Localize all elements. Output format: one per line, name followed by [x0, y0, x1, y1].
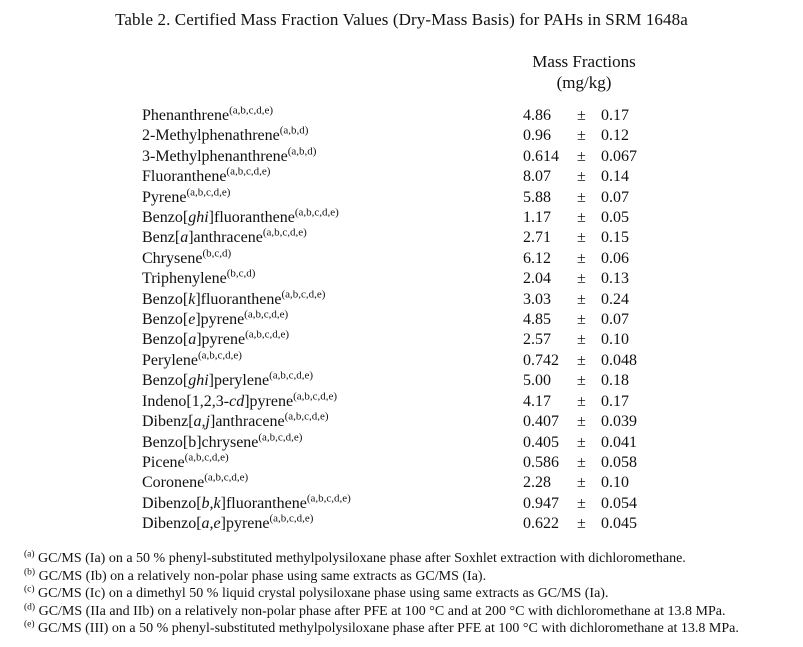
mass-fraction-value: 2.04 — [523, 270, 551, 288]
uncertainty-value: 0.24 — [601, 290, 629, 308]
mass-fraction-header-line1: Mass Fractions — [532, 52, 636, 71]
method-notes: (a,b,c,d,e) — [269, 369, 314, 382]
compound-name-suffix: ]pyrene — [220, 515, 270, 533]
mass-fraction-value: 0.405 — [523, 433, 559, 451]
table-row — [142, 330, 661, 350]
uncertainty-value: 0.13 — [601, 270, 629, 288]
mass-fraction-value: 0.742 — [523, 351, 559, 369]
plus-minus-symbol: ± — [577, 188, 586, 206]
table-row — [142, 126, 661, 146]
uncertainty-value: 0.07 — [601, 188, 629, 206]
method-notes: (a,b,c,d,e) — [306, 492, 351, 505]
table-row — [142, 494, 661, 514]
uncertainty-value: 0.17 — [601, 392, 629, 410]
method-notes: (a,b,c,d,e) — [258, 431, 303, 444]
mass-fraction-value: 4.17 — [523, 392, 551, 410]
uncertainty-value: 0.041 — [601, 433, 637, 451]
compound-name-text: Triphenylene — [142, 270, 227, 288]
uncertainty-value: 0.048 — [601, 351, 637, 369]
mass-fraction-value: 2.57 — [523, 331, 551, 349]
plus-minus-symbol: ± — [577, 270, 586, 288]
compound-name-text: Indeno[1,2,3- — [142, 392, 230, 410]
method-notes: (a,b,c,d,e) — [229, 104, 274, 117]
method-notes: (a,b,c,d,e) — [245, 329, 290, 342]
footnote — [24, 550, 739, 568]
compound-name-suffix: ]anthracene — [188, 229, 263, 247]
uncertainty-value: 0.054 — [601, 494, 637, 512]
footnote-mark: (c) — [24, 584, 35, 595]
compound-name — [142, 147, 523, 167]
method-notes: (a,b,c,d,e) — [226, 165, 271, 178]
compound-name-text: Phenanthrene — [142, 107, 230, 124]
mass-fraction-value: 4.86 — [523, 107, 551, 124]
compound-name-text: Coronene — [142, 474, 205, 492]
mass-fraction-value: 6.12 — [523, 249, 551, 267]
footnote — [24, 620, 739, 638]
compound-name — [142, 208, 523, 228]
method-notes: (a,b,c,d,e) — [269, 512, 314, 525]
compound-name-italic: a — [180, 229, 189, 247]
footnote-text: GC/MS (III) on a 50 % phenyl-substituted methylpolysiloxane phase after PFE at 100 °C with dichloromethane at 13.8 MPa. — [34, 621, 739, 636]
compound-name-text: Benzo[b]chrysene — [142, 433, 259, 451]
plus-minus-symbol: ± — [577, 168, 586, 186]
compound-name-suffix: ]pyrene — [196, 331, 246, 349]
compound-name-text: Pyrene — [142, 188, 187, 206]
footnote-text: GC/MS (IIa and IIb) on a relatively non-polar phase after PFE at 100 °C and at 200 °C with dichloromethane at 13.8 MPa. — [35, 603, 726, 619]
compound-name — [142, 126, 523, 146]
plus-minus-symbol: ± — [577, 515, 586, 533]
footnote — [24, 568, 739, 586]
footnotes — [24, 550, 739, 638]
method-notes: (a,b,d) — [287, 145, 317, 158]
compound-name — [142, 330, 523, 350]
plus-minus-symbol: ± — [577, 229, 586, 247]
method-notes: (a,b,d) — [279, 125, 309, 138]
mass-fraction-value: 2.28 — [523, 474, 551, 492]
footnote-mark: (a) — [24, 549, 35, 560]
compound-name-italic: a,j — [193, 413, 210, 431]
compound-name — [142, 371, 523, 391]
compound-name-suffix: ]pyrene — [244, 392, 294, 410]
uncertainty-value: 0.067 — [601, 147, 637, 165]
uncertainty-value: 0.058 — [601, 453, 637, 471]
plus-minus-symbol: ± — [577, 474, 586, 492]
compound-name-italic: ghi — [188, 209, 209, 227]
compound-name-italic: k — [188, 290, 196, 308]
table-row — [142, 371, 661, 391]
mass-fraction-value: 4.85 — [523, 311, 551, 329]
method-notes: (a,b,c,d,e) — [284, 410, 329, 423]
compound-name-text: Benzo[ — [142, 372, 189, 390]
compound-name-italic: ghi — [188, 372, 209, 390]
compound-name — [142, 392, 523, 412]
compound-name-text: Dibenzo[ — [142, 494, 202, 512]
compound-name — [142, 494, 523, 514]
compound-name-text: Benzo[ — [142, 311, 189, 329]
footnote-mark: (b) — [24, 566, 36, 577]
compound-name-suffix: ]pyrene — [195, 311, 245, 329]
mass-fraction-value: 0.614 — [523, 147, 559, 165]
compound-name-text: Dibenz[ — [142, 413, 194, 431]
method-notes: (a,b,c,d,e) — [184, 451, 229, 464]
table-title: Table 2. Certified Mass Fraction Values (Dry-Mass Basis) for PAHs in SRM 1648a — [115, 10, 688, 29]
mass-fraction-value: 3.03 — [523, 290, 551, 308]
uncertainty-value: 0.12 — [601, 127, 629, 145]
pah-table-body — [142, 106, 661, 535]
mass-fraction-value: 8.07 — [523, 168, 551, 186]
mass-fraction-value: 5.00 — [523, 372, 551, 390]
method-notes: (b,c,d) — [226, 267, 256, 280]
plus-minus-symbol: ± — [577, 494, 586, 512]
compound-name-text: Dibenzo[ — [142, 515, 202, 533]
mass-fraction-value: 0.407 — [523, 413, 559, 431]
table-row — [142, 147, 661, 167]
footnote-text: GC/MS (Ia) on a 50 % phenyl-substituted methylpolysiloxane phase after Soxhlet extraction with dichloromethane. — [34, 551, 686, 566]
method-notes: (a,b,c,d,e) — [281, 288, 326, 301]
pah-table — [142, 106, 661, 535]
compound-name-text: Chrysene — [142, 249, 203, 267]
compound-name-italic: a — [188, 331, 197, 349]
footnote-mark: (e) — [24, 619, 35, 630]
uncertainty-value: 0.18 — [601, 372, 629, 390]
uncertainty-value: 0.06 — [601, 249, 629, 267]
compound-name-suffix: ]perylene — [208, 372, 270, 390]
compound-name-suffix: ]fluoranthene — [195, 290, 282, 308]
table-row — [142, 167, 661, 187]
uncertainty-value: 0.05 — [601, 209, 629, 227]
table-row — [142, 412, 661, 432]
compound-name-italic: cd — [229, 392, 245, 410]
plus-minus-symbol: ± — [577, 372, 586, 390]
mass-fraction-value: 0.586 — [523, 453, 559, 471]
compound-name — [142, 167, 523, 187]
footnote-text: GC/MS (Ib) on a relatively non-polar phase using same extracts as GC/MS (Ia). — [35, 568, 487, 584]
compound-name-suffix: ]fluoranthene — [208, 209, 295, 227]
plus-minus-symbol: ± — [577, 331, 586, 349]
uncertainty-value: 0.039 — [601, 413, 637, 431]
table-row — [142, 514, 661, 534]
compound-name — [142, 351, 523, 371]
table-row — [142, 208, 661, 228]
compound-name-italic: b,k — [201, 494, 221, 512]
plus-minus-symbol: ± — [577, 311, 586, 329]
table-row — [142, 249, 661, 269]
table-row — [142, 290, 661, 310]
table-row — [142, 351, 661, 371]
mass-fraction-value: 2.71 — [523, 229, 551, 247]
method-notes: (a,b,c,d,e) — [244, 308, 289, 321]
table-row — [142, 269, 661, 289]
table-row — [142, 433, 661, 453]
uncertainty-value: 0.10 — [601, 474, 629, 492]
compound-name-italic: a,e — [201, 515, 221, 533]
table-row — [142, 310, 661, 330]
mass-fraction-header-units: (mg/kg) — [556, 73, 612, 92]
plus-minus-symbol: ± — [577, 209, 586, 227]
compound-name — [142, 106, 523, 126]
plus-minus-symbol: ± — [577, 433, 586, 451]
table-row — [142, 228, 661, 248]
mass-fraction-value: 1.17 — [523, 209, 551, 227]
compound-name-text: 3-Methylphenanthrene — [142, 147, 288, 165]
compound-name-text: Perylene — [142, 351, 198, 369]
plus-minus-symbol: ± — [577, 290, 586, 308]
method-notes: (a,b,c,d,e) — [186, 186, 231, 199]
compound-name-suffix: ]fluoranthene — [220, 494, 307, 512]
mass-fraction-value: 0.947 — [523, 494, 559, 512]
compound-name — [142, 412, 523, 432]
plus-minus-symbol: ± — [577, 392, 586, 410]
footnote-text: GC/MS (Ic) on a dimethyl 50 % liquid crystal polysiloxane phase using same extracts as GC/MS (Ia). — [34, 586, 609, 601]
compound-name-text: Benzo[ — [142, 209, 189, 227]
mass-fraction-value: 0.96 — [523, 127, 551, 145]
method-notes: (a,b,c,d,e) — [294, 206, 339, 219]
compound-name-text: Benzo[ — [142, 290, 189, 308]
compound-name — [142, 290, 523, 310]
method-notes: (a,b,c,d,e) — [197, 349, 242, 362]
plus-minus-symbol: ± — [577, 413, 586, 431]
compound-name — [142, 453, 523, 473]
compound-name — [142, 269, 523, 289]
uncertainty-value: 0.15 — [601, 229, 629, 247]
plus-minus-symbol: ± — [577, 147, 586, 165]
uncertainty-value: 0.14 — [601, 168, 629, 186]
plus-minus-symbol: ± — [577, 249, 586, 267]
plus-minus-symbol: ± — [577, 351, 586, 369]
footnote-mark: (d) — [24, 601, 36, 612]
compound-name-suffix: ]anthracene — [209, 413, 285, 431]
mass-fraction-header — [519, 51, 649, 93]
method-notes: (a,b,c,d,e) — [262, 227, 307, 240]
compound-name-text: Fluoranthene — [142, 168, 227, 186]
compound-name-italic: e — [188, 311, 196, 329]
compound-name-text: Benzo[ — [142, 331, 189, 349]
compound-name — [142, 473, 523, 493]
footnote — [24, 603, 739, 621]
table-row — [142, 188, 661, 208]
table-row — [142, 392, 661, 412]
table-row — [142, 473, 661, 493]
uncertainty-value: 0.10 — [601, 331, 629, 349]
compound-name — [142, 310, 523, 330]
plus-minus-symbol: ± — [577, 107, 586, 124]
method-notes: (a,b,c,d,e) — [204, 471, 249, 484]
uncertainty-value: 0.17 — [601, 107, 629, 124]
compound-name — [142, 433, 523, 453]
compound-name — [142, 188, 523, 208]
table-row — [142, 106, 661, 126]
mass-fraction-value: 0.622 — [523, 515, 559, 533]
compound-name-text: 2-Methylphenathrene — [142, 127, 280, 145]
plus-minus-symbol: ± — [577, 453, 586, 471]
compound-name — [142, 228, 523, 248]
compound-name — [142, 514, 523, 534]
mass-fraction-value: 5.88 — [523, 188, 551, 206]
compound-name-text: Picene — [142, 453, 185, 471]
method-notes: (b,c,d) — [202, 247, 232, 260]
compound-name-text: Benz[ — [142, 229, 181, 247]
uncertainty-value: 0.07 — [601, 311, 629, 329]
compound-name — [142, 249, 523, 269]
uncertainty-value: 0.045 — [601, 515, 637, 533]
method-notes: (a,b,c,d,e) — [293, 390, 338, 403]
table-row — [142, 453, 661, 473]
footnote — [24, 585, 739, 603]
plus-minus-symbol: ± — [577, 127, 586, 145]
